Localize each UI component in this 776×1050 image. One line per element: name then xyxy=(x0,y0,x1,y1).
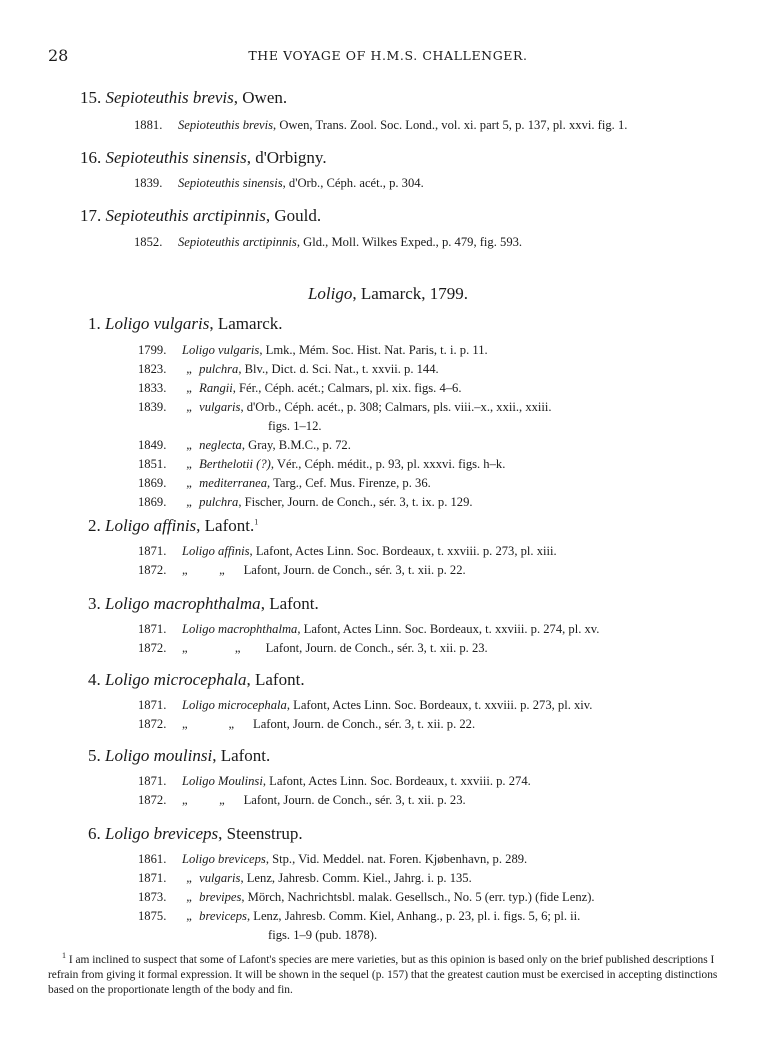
citation-name: pulchra xyxy=(199,495,239,509)
citation-text: , Lenz, Jahresb. Comm. Kiel., Jahrg. i. p. 135. xyxy=(240,871,472,885)
species-entry xyxy=(88,516,258,536)
citation-name: breviceps xyxy=(199,909,247,923)
citation-text: , Lafont, Actes Linn. Soc. Bordeaux, t. xxviii. p. 274, pl. xv. xyxy=(297,622,600,636)
citation-text: , Blv., Dict. d. Sci. Nat., t. xxvii. p. 144. xyxy=(238,362,439,376)
footnote-ref: 1 xyxy=(254,517,259,527)
ditto-mark: „ xyxy=(186,457,192,471)
citation-text: Lafont, Journ. de Conch., sér. 3, t. xii. p. 22. xyxy=(253,717,476,731)
citation-year: 1871. xyxy=(138,544,167,558)
species-entry xyxy=(88,670,305,690)
species-name: Loligo macrophthalma xyxy=(105,594,261,613)
citation-name: Loligo affinis xyxy=(182,544,250,558)
citation-text: , Lenz, Jahresb. Comm. Kiel, Anhang., p. 23, pl. i. figs. 5, 6; pl. ii. xyxy=(246,909,581,923)
species-title xyxy=(88,594,319,614)
species-name: Loligo vulgaris xyxy=(105,314,210,333)
citation-text: , Lafont, Actes Linn. Soc. Bordeaux, t. xxviii. p. 273, pl. xiv. xyxy=(286,698,593,712)
citation-text: , d'Orb., Céph. acét., p. 308; Calmars, pls. viii.–x., xxii., xxiii. xyxy=(240,400,552,414)
citation-year: 1851. xyxy=(138,457,167,471)
species-name: Loligo moulinsi xyxy=(105,746,213,765)
ditto-mark: „ xyxy=(186,909,192,923)
genus-heading xyxy=(0,284,776,304)
ditto-mark: „ xyxy=(186,438,192,452)
ditto-mark: „ „ xyxy=(182,641,241,655)
ditto-mark: „ „ xyxy=(182,563,225,577)
citation-year: 1873. xyxy=(138,890,167,904)
citation-text: , Lafont, Actes Linn. Soc. Bordeaux, t. xxviii. p. 273, pl. xiii. xyxy=(249,544,557,558)
species-author: , Lamarck. xyxy=(209,314,283,333)
citation-text: , Mörch, Nachrichtsbl. malak. Gesellsch., No. 5 (err. typ.) (fide Lenz). xyxy=(241,890,595,904)
citation-year: 1872. xyxy=(138,563,167,577)
citation-name: Berthelotii (?) xyxy=(199,457,271,471)
citation-text: , Lafont, Actes Linn. Soc. Bordeaux, t. xxviii. p. 274. xyxy=(262,774,531,788)
citation-year: 1852. xyxy=(134,235,163,249)
citation-year: 1872. xyxy=(138,641,167,655)
citation-year: 1871. xyxy=(138,774,167,788)
species-entry xyxy=(88,824,303,844)
citation-name: Loligo vulgaris xyxy=(182,343,260,357)
citation-text: , Gld., Moll. Wilkes Exped., p. 479, fig. 593. xyxy=(296,235,523,249)
species-author: , Lafont. xyxy=(260,594,319,613)
species-name: Sepioteuthis brevis xyxy=(105,88,234,107)
citation-year: 1871. xyxy=(138,622,167,636)
ditto-mark: „ xyxy=(186,890,192,904)
citation-name: Sepioteuthis arctipinnis xyxy=(178,235,297,249)
running-title: THE VOYAGE OF H.M.S. CHALLENGER. xyxy=(248,48,528,63)
species-author: , Lafont. xyxy=(246,670,305,689)
citation-year: 1872. xyxy=(138,717,167,731)
species-name: Loligo affinis xyxy=(105,516,197,535)
species-author: , Owen. xyxy=(233,88,288,107)
citation-name: Loligo microcephala xyxy=(182,698,287,712)
citation-text: , Targ., Cef. Mus. Firenze, p. 36. xyxy=(267,476,431,490)
citation-text: figs. 1–9 (pub. 1878). xyxy=(268,928,378,942)
citation-text: figs. 1–12. xyxy=(268,419,322,433)
citation-year: 1872. xyxy=(138,793,167,807)
species-number: 16. xyxy=(80,148,102,167)
citation-name: Rangii xyxy=(199,381,233,395)
species-entry xyxy=(80,88,287,108)
species-number: 3. xyxy=(88,594,101,613)
ditto-mark: „ xyxy=(186,495,192,509)
species-number: 17. xyxy=(80,206,102,225)
species-author: , Steenstrup. xyxy=(218,824,303,843)
citation-text: Lafont, Journ. de Conch., sér. 3, t. xii. p. 22. xyxy=(243,563,466,577)
citation-name: neglecta xyxy=(199,438,242,452)
species-title xyxy=(80,88,287,108)
species-name: Loligo breviceps xyxy=(105,824,219,843)
species-title xyxy=(88,516,258,536)
citation-year: 1839. xyxy=(134,176,163,190)
footnote xyxy=(48,948,738,998)
genus-name: Loligo xyxy=(307,284,353,303)
species-entry xyxy=(88,594,319,614)
species-title xyxy=(80,148,327,168)
citation-text: , Vér., Céph. médit., p. 93, pl. xxxvi. figs. h–k. xyxy=(270,457,506,471)
species-title xyxy=(88,670,305,690)
citation-text: , Fér., Céph. acét.; Calmars, pl. xix. figs. 4–6. xyxy=(232,381,462,395)
species-author: , d'Orbigny. xyxy=(246,148,327,167)
citation-text: , Lmk., Mém. Soc. Hist. Nat. Paris, t. i. p. 11. xyxy=(259,343,488,357)
footnote-text: I am inclined to suspect that some of Lafont's species are mere varieties, but as this opinion is based only on the brief published descriptions I refrain from giving it formal expression. It will be shown in the sequel (p. 157) that the greatest caution must be exercised in accepting distinctions based on the proportionate length of the body and fin. xyxy=(48,953,718,996)
species-title xyxy=(88,746,270,766)
species-title xyxy=(80,206,321,226)
citation-year: 1861. xyxy=(138,852,167,866)
citation-year: 1833. xyxy=(138,381,167,395)
ditto-mark: „ xyxy=(186,362,192,376)
citation-year: 1839. xyxy=(138,400,167,414)
species-author: , Lafont. xyxy=(196,516,255,535)
citation-year: 1799. xyxy=(138,343,167,357)
citation-name: mediterranea xyxy=(199,476,268,490)
ditto-mark: „ „ xyxy=(182,793,225,807)
species-entry xyxy=(80,148,327,168)
species-name: Sepioteuthis sinensis xyxy=(105,148,247,167)
species-entry xyxy=(88,746,270,766)
species-title xyxy=(88,824,303,844)
citation-year: 1871. xyxy=(138,871,167,885)
species-number: 1. xyxy=(88,314,101,333)
citation-text: , d'Orb., Céph. acét., p. 304. xyxy=(282,176,424,190)
species-author: , Gould. xyxy=(265,206,322,225)
species-entry xyxy=(88,314,283,334)
citation-text: , Owen, Trans. Zool. Soc. Lond., vol. xi. part 5, p. 137, pl. xxvi. fig. 1. xyxy=(273,118,628,132)
citation-name: brevipes xyxy=(199,890,242,904)
ditto-mark: „ xyxy=(186,400,192,414)
citation-text: Lafont, Journ. de Conch., sér. 3, t. xii. p. 23. xyxy=(265,641,488,655)
species-number: 15. xyxy=(80,88,102,107)
citation-year: 1875. xyxy=(138,909,167,923)
species-entry xyxy=(80,206,321,226)
citation-name: vulgaris xyxy=(199,400,241,414)
species-number: 2. xyxy=(88,516,101,535)
citation-name: Loligo breviceps xyxy=(182,852,266,866)
citation-name: Loligo Moulinsi xyxy=(182,774,263,788)
citation-name: Sepioteuthis sinensis xyxy=(178,176,283,190)
species-name: Loligo microcephala xyxy=(105,670,247,689)
species-title xyxy=(88,314,283,334)
citation-year: 1849. xyxy=(138,438,167,452)
page-number: 28 xyxy=(48,46,69,65)
citation-name: Loligo macrophthalma xyxy=(182,622,298,636)
citation-year: 1823. xyxy=(138,362,167,376)
footnote-mark: 1 xyxy=(62,951,66,960)
ditto-mark: „ xyxy=(186,871,192,885)
citation-text: , Fischer, Journ. de Conch., sér. 3, t. ix. p. 129. xyxy=(238,495,473,509)
species-author: , Lafont. xyxy=(212,746,271,765)
species-number: 4. xyxy=(88,670,101,689)
genus-author: , Lamarck, 1799. xyxy=(352,284,469,303)
citation-text: , Stp., Vid. Meddel. nat. Foren. Kjøbenhavn, p. 289. xyxy=(265,852,528,866)
citation-name: Sepioteuthis brevis xyxy=(178,118,274,132)
species-number: 6. xyxy=(88,824,101,843)
citation-name: vulgaris xyxy=(199,871,241,885)
citation-year: 1869. xyxy=(138,495,167,509)
citation-year: 1871. xyxy=(138,698,167,712)
species-name: Sepioteuthis arctipinnis xyxy=(105,206,266,225)
citation-text: , Gray, B.M.C., p. 72. xyxy=(241,438,351,452)
ditto-mark: „ xyxy=(186,381,192,395)
citation-year: 1869. xyxy=(138,476,167,490)
citation-name: pulchra xyxy=(199,362,239,376)
ditto-mark: „ xyxy=(186,476,192,490)
species-number: 5. xyxy=(88,746,101,765)
citation-text: Lafont, Journ. de Conch., sér. 3, t. xii. p. 23. xyxy=(243,793,466,807)
ditto-mark: „ „ xyxy=(182,717,235,731)
citation-year: 1881. xyxy=(134,118,163,132)
